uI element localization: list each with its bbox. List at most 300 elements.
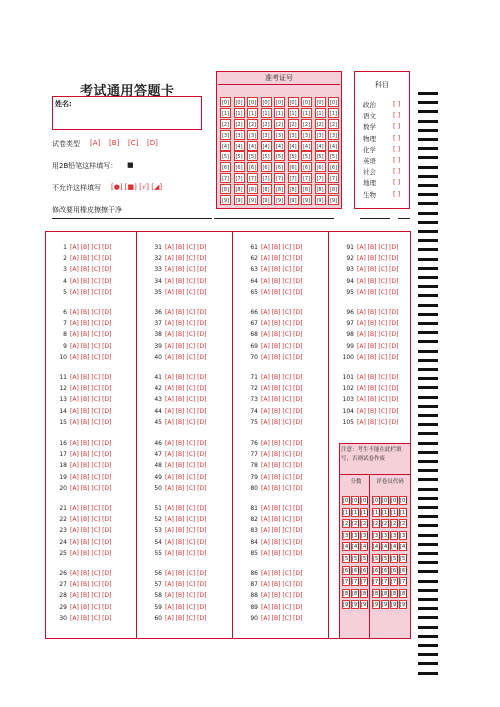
question-row[interactable] bbox=[149, 516, 206, 523]
score-bubble[interactable]: [7] bbox=[391, 579, 399, 586]
exam-digit-bubble[interactable]: [1] bbox=[288, 108, 299, 118]
question-row[interactable] bbox=[54, 419, 111, 426]
question-row[interactable] bbox=[149, 354, 206, 361]
question-row[interactable] bbox=[54, 451, 111, 458]
answer-options[interactable]: [A] [B] [C] [D] bbox=[70, 320, 112, 328]
answer-options[interactable]: [A] [B] [C] [D] bbox=[165, 266, 207, 274]
question-row[interactable] bbox=[245, 474, 302, 481]
score-bubble[interactable]: [1] bbox=[361, 509, 369, 516]
question-row[interactable] bbox=[149, 331, 206, 338]
answer-options[interactable]: [A] [B] [C] [D] bbox=[165, 516, 207, 524]
question-row[interactable] bbox=[54, 485, 111, 492]
question-row[interactable] bbox=[245, 505, 302, 512]
subject-bubble[interactable]: [ ] bbox=[393, 167, 401, 176]
score-bubble[interactable]: [8] bbox=[352, 590, 360, 597]
exam-digit-bubble[interactable]: [4] bbox=[234, 141, 245, 151]
exam-digit-bubble[interactable]: [5] bbox=[261, 151, 272, 161]
question-row[interactable] bbox=[149, 592, 206, 599]
exam-digit-bubble[interactable]: [5] bbox=[288, 151, 299, 161]
answer-options[interactable]: [A] [B] [C] [D] bbox=[70, 374, 112, 381]
answer-options[interactable]: [A] [B] [C] [D] bbox=[261, 309, 303, 316]
question-row[interactable] bbox=[54, 331, 111, 338]
answer-options[interactable]: [A] [B] [C] [D] bbox=[357, 418, 399, 426]
score-bubble[interactable]: [8] bbox=[382, 590, 390, 597]
score-bubble[interactable]: [0] bbox=[382, 498, 390, 504]
question-row[interactable] bbox=[245, 278, 302, 285]
answer-options[interactable]: [A] [B] [C] [D] bbox=[357, 407, 399, 415]
answer-options[interactable]: [A] [B] [C] [D] bbox=[70, 244, 112, 251]
answer-options[interactable]: [A] [B] [C] [D] bbox=[261, 342, 303, 350]
exam-digit-bubble[interactable]: [4] bbox=[301, 141, 312, 151]
answer-options[interactable]: [A] [B] [C] [D] bbox=[165, 570, 207, 577]
question-row[interactable] bbox=[149, 309, 206, 316]
question-row[interactable] bbox=[341, 320, 398, 327]
score-bubble[interactable]: [8] bbox=[343, 590, 351, 597]
question-row[interactable] bbox=[149, 385, 206, 392]
exam-digit-bubble[interactable]: [2] bbox=[315, 119, 326, 129]
question-row[interactable] bbox=[245, 539, 302, 546]
score-bubble[interactable]: [7] bbox=[343, 579, 351, 586]
question-row[interactable] bbox=[245, 581, 302, 588]
paper-type-option[interactable]: [D] bbox=[147, 139, 158, 147]
answer-options[interactable]: [A] [B] [C] [D] bbox=[261, 484, 303, 492]
question-row[interactable] bbox=[245, 289, 302, 296]
exam-digit-bubble[interactable]: [5] bbox=[274, 151, 285, 161]
score-bubble[interactable]: [2] bbox=[343, 521, 351, 528]
score-bubble[interactable]: [5] bbox=[400, 556, 408, 562]
exam-digit-bubble[interactable]: [7] bbox=[234, 173, 245, 183]
question-row[interactable] bbox=[149, 408, 206, 415]
score-bubble[interactable]: [4] bbox=[352, 544, 360, 551]
score-bubble[interactable]: [6] bbox=[382, 567, 390, 574]
question-row[interactable] bbox=[245, 485, 302, 492]
subject-box[interactable] bbox=[354, 71, 410, 209]
exam-digit-bubble[interactable]: [6] bbox=[234, 162, 245, 172]
answer-options[interactable]: [A] [B] [C] [D] bbox=[70, 309, 112, 316]
answer-options[interactable]: [A] [B] [C] [D] bbox=[261, 527, 303, 535]
question-row[interactable] bbox=[341, 396, 398, 403]
score-bubble[interactable]: [8] bbox=[373, 590, 381, 597]
score-bubble[interactable]: [2] bbox=[373, 521, 381, 528]
exam-digit-bubble[interactable]: [2] bbox=[220, 119, 231, 129]
answer-options[interactable]: [A] [B] [C] [D] bbox=[357, 244, 399, 251]
question-row[interactable] bbox=[149, 539, 206, 546]
subject-row[interactable] bbox=[363, 111, 411, 120]
exam-digit-bubble[interactable]: [3] bbox=[274, 130, 285, 140]
score-bubble[interactable]: [4] bbox=[361, 544, 369, 551]
answer-options[interactable]: [A] [B] [C] [D] bbox=[261, 244, 303, 251]
answer-options[interactable]: [A] [B] [C] [D] bbox=[261, 473, 303, 481]
score-bubble[interactable]: [5] bbox=[373, 556, 381, 562]
exam-digit-bubble[interactable]: [1] bbox=[261, 108, 272, 118]
answer-options[interactable]: [A] [B] [C] [D] bbox=[70, 592, 112, 600]
question-row[interactable] bbox=[149, 278, 206, 285]
answer-options[interactable]: [A] [B] [C] [D] bbox=[357, 320, 399, 328]
question-row[interactable] bbox=[149, 581, 206, 588]
question-row[interactable] bbox=[54, 278, 111, 285]
exam-digit-bubble[interactable]: [1] bbox=[234, 108, 245, 118]
question-row[interactable] bbox=[54, 320, 111, 327]
exam-digit-bubble[interactable]: [8] bbox=[315, 184, 326, 194]
score-bubble[interactable]: [6] bbox=[400, 567, 408, 574]
question-row[interactable] bbox=[245, 419, 302, 426]
question-row[interactable] bbox=[149, 451, 206, 458]
exam-digit-bubble[interactable]: [7] bbox=[301, 173, 312, 183]
exam-digit-bubble[interactable]: [5] bbox=[247, 151, 258, 161]
exam-digit-bubble[interactable]: [8] bbox=[247, 184, 258, 194]
exam-digit-bubble[interactable]: [6] bbox=[288, 162, 299, 172]
answer-options[interactable]: [A] [B] [C] [D] bbox=[261, 505, 303, 512]
exam-digit-bubble[interactable]: [3] bbox=[288, 130, 299, 140]
answer-options[interactable]: [A] [B] [C] [D] bbox=[357, 353, 399, 361]
answer-options[interactable]: [A] [B] [C] [D] bbox=[261, 462, 303, 470]
answer-options[interactable]: [A] [B] [C] [D] bbox=[70, 255, 112, 263]
exam-digit-bubble[interactable]: [7] bbox=[315, 173, 326, 183]
exam-number-grid[interactable] bbox=[216, 71, 342, 209]
question-row[interactable] bbox=[54, 255, 111, 262]
exam-digit-bubble[interactable]: [5] bbox=[220, 151, 231, 161]
answer-options[interactable]: [A] [B] [C] [D] bbox=[357, 255, 399, 263]
answer-options[interactable]: [A] [B] [C] [D] bbox=[70, 538, 112, 546]
exam-digit-bubble[interactable]: [2] bbox=[301, 119, 312, 129]
answer-options[interactable]: [A] [B] [C] [D] bbox=[165, 277, 207, 285]
answer-options[interactable]: [A] [B] [C] [D] bbox=[70, 516, 112, 524]
exam-digit-bubble[interactable]: [0] bbox=[261, 97, 272, 107]
paper-type-option[interactable]: [A] bbox=[90, 139, 101, 147]
question-row[interactable] bbox=[149, 570, 206, 577]
question-row[interactable] bbox=[149, 474, 206, 481]
exam-digit-bubble[interactable]: [9] bbox=[274, 195, 285, 205]
question-row[interactable] bbox=[341, 244, 398, 251]
exam-digit-bubble[interactable]: [5] bbox=[315, 151, 326, 161]
score-bubble[interactable]: [6] bbox=[361, 567, 369, 574]
exam-digit-bubble[interactable]: [7] bbox=[220, 173, 231, 183]
answer-options[interactable]: [A] [B] [C] [D] bbox=[70, 549, 112, 557]
score-bubble[interactable]: [6] bbox=[391, 567, 399, 574]
question-row[interactable] bbox=[54, 396, 111, 403]
question-row[interactable] bbox=[54, 354, 111, 361]
score-bubble[interactable]: [0] bbox=[352, 498, 360, 504]
score-bubble[interactable]: [2] bbox=[352, 521, 360, 528]
question-row[interactable] bbox=[149, 396, 206, 403]
exam-digit-bubble[interactable]: [2] bbox=[234, 119, 245, 129]
question-row[interactable] bbox=[54, 516, 111, 523]
exam-digit-bubble[interactable]: [8] bbox=[288, 184, 299, 194]
question-row[interactable] bbox=[149, 320, 206, 327]
answer-options[interactable]: [A] [B] [C] [D] bbox=[70, 603, 112, 611]
subject-row[interactable] bbox=[363, 190, 411, 199]
exam-digit-bubble[interactable]: [6] bbox=[328, 162, 339, 172]
question-row[interactable] bbox=[54, 592, 111, 599]
question-row[interactable] bbox=[54, 570, 111, 577]
question-row[interactable] bbox=[54, 408, 111, 415]
answer-options[interactable]: [A] [B] [C] [D] bbox=[70, 570, 112, 577]
question-row[interactable] bbox=[54, 505, 111, 512]
exam-digit-bubble[interactable]: [5] bbox=[301, 151, 312, 161]
exam-digit-bubble[interactable]: [1] bbox=[220, 108, 231, 118]
score-bubble[interactable]: [5] bbox=[352, 556, 360, 562]
question-row[interactable] bbox=[341, 419, 398, 426]
question-row[interactable] bbox=[149, 419, 206, 426]
question-row[interactable] bbox=[54, 604, 111, 611]
exam-digit-bubble[interactable]: [8] bbox=[220, 184, 231, 194]
answer-options[interactable]: [A] [B] [C] [D] bbox=[261, 266, 303, 274]
exam-digit-bubble[interactable]: [4] bbox=[220, 141, 231, 151]
answer-options[interactable]: [A] [B] [C] [D] bbox=[165, 255, 207, 263]
question-row[interactable] bbox=[149, 604, 206, 611]
question-row[interactable] bbox=[245, 385, 302, 392]
exam-digit-bubble[interactable]: [6] bbox=[315, 162, 326, 172]
score-bubble[interactable]: [1] bbox=[343, 509, 351, 516]
answer-options[interactable]: [A] [B] [C] [D] bbox=[357, 277, 399, 285]
paper-type-option[interactable]: [B] bbox=[109, 139, 120, 147]
score-bubble[interactable]: [9] bbox=[391, 602, 399, 609]
score-bubble[interactable]: [6] bbox=[373, 567, 381, 574]
question-row[interactable] bbox=[149, 485, 206, 492]
score-bubble[interactable]: [3] bbox=[352, 532, 360, 539]
answer-options[interactable]: [A] [B] [C] [D] bbox=[165, 418, 207, 426]
question-row[interactable] bbox=[149, 527, 206, 534]
score-bubble[interactable]: [3] bbox=[343, 532, 351, 539]
answer-options[interactable]: [A] [B] [C] [D] bbox=[261, 277, 303, 285]
answer-options[interactable]: [A] [B] [C] [D] bbox=[70, 331, 112, 339]
answer-options[interactable]: [A] [B] [C] [D] bbox=[70, 396, 112, 404]
question-row[interactable] bbox=[149, 615, 206, 622]
score-bubble[interactable]: [3] bbox=[373, 532, 381, 539]
answer-options[interactable]: [A] [B] [C] [D] bbox=[261, 255, 303, 263]
exam-digit-bubble[interactable]: [3] bbox=[315, 130, 326, 140]
score-bubble[interactable]: [2] bbox=[400, 521, 408, 528]
score-bubble[interactable]: [2] bbox=[391, 521, 399, 528]
exam-digit-bubble[interactable]: [3] bbox=[301, 130, 312, 140]
answer-options[interactable]: [A] [B] [C] [D] bbox=[165, 374, 207, 381]
score-bubble[interactable]: [9] bbox=[361, 602, 369, 609]
question-row[interactable] bbox=[245, 408, 302, 415]
exam-digit-bubble[interactable]: [6] bbox=[274, 162, 285, 172]
question-row[interactable] bbox=[54, 244, 111, 251]
question-row[interactable] bbox=[245, 592, 302, 599]
answer-options[interactable]: [A] [B] [C] [D] bbox=[261, 288, 303, 296]
exam-digit-bubble[interactable]: [3] bbox=[234, 130, 245, 140]
score-bubble[interactable]: [3] bbox=[391, 532, 399, 539]
answer-options[interactable]: [A] [B] [C] [D] bbox=[165, 309, 207, 316]
answer-options[interactable]: [A] [B] [C] [D] bbox=[165, 244, 207, 251]
exam-digit-bubble[interactable]: [9] bbox=[234, 195, 245, 205]
exam-digit-bubble[interactable]: [4] bbox=[261, 141, 272, 151]
question-row[interactable] bbox=[149, 343, 206, 350]
exam-digit-bubble[interactable]: [8] bbox=[328, 184, 339, 194]
question-row[interactable] bbox=[245, 244, 302, 251]
exam-digit-bubble[interactable]: [2] bbox=[288, 119, 299, 129]
exam-digit-bubble[interactable]: [9] bbox=[315, 195, 326, 205]
subject-bubble[interactable]: [ ] bbox=[393, 156, 401, 164]
question-row[interactable] bbox=[54, 581, 111, 588]
exam-digit-bubble[interactable]: [8] bbox=[234, 184, 245, 194]
exam-digit-bubble[interactable]: [2] bbox=[247, 119, 258, 129]
answer-options[interactable]: [A] [B] [C] [D] bbox=[165, 462, 207, 470]
exam-digit-bubble[interactable]: [8] bbox=[261, 184, 272, 194]
score-bubble[interactable]: [4] bbox=[391, 544, 399, 551]
score-bubble[interactable]: [9] bbox=[352, 602, 360, 609]
score-bubble[interactable]: [2] bbox=[382, 521, 390, 528]
subject-row[interactable] bbox=[363, 134, 411, 143]
answer-options[interactable]: [A] [B] [C] [D] bbox=[165, 440, 207, 447]
question-row[interactable] bbox=[54, 615, 111, 622]
exam-digit-bubble[interactable]: [0] bbox=[315, 97, 326, 107]
exam-digit-bubble[interactable]: [0] bbox=[247, 97, 258, 107]
exam-digit-bubble[interactable]: [4] bbox=[247, 141, 258, 151]
answer-options[interactable]: [A] [B] [C] [D] bbox=[261, 614, 303, 622]
question-row[interactable] bbox=[341, 331, 398, 338]
question-row[interactable] bbox=[54, 474, 111, 481]
answer-options[interactable]: [A] [B] [C] [D] bbox=[165, 331, 207, 339]
score-bubble[interactable]: [9] bbox=[343, 602, 351, 609]
answer-options[interactable]: [A] [B] [C] [D] bbox=[70, 473, 112, 481]
question-row[interactable] bbox=[341, 309, 398, 316]
exam-digit-bubble[interactable]: [4] bbox=[315, 141, 326, 151]
subject-bubble[interactable]: [ ] bbox=[393, 178, 401, 187]
exam-digit-bubble[interactable]: [4] bbox=[288, 141, 299, 151]
subject-row[interactable] bbox=[363, 122, 411, 131]
answer-options[interactable]: [A] [B] [C] [D] bbox=[261, 570, 303, 577]
score-bubble[interactable]: [0] bbox=[373, 498, 381, 504]
exam-digit-bubble[interactable]: [0] bbox=[234, 97, 245, 107]
subject-row[interactable] bbox=[363, 100, 411, 109]
question-row[interactable] bbox=[341, 289, 398, 296]
score-bubble[interactable]: [5] bbox=[343, 556, 351, 562]
answer-options[interactable]: [A] [B] [C] [D] bbox=[70, 505, 112, 512]
score-bubble[interactable]: [8] bbox=[361, 590, 369, 597]
question-row[interactable] bbox=[149, 289, 206, 296]
question-row[interactable] bbox=[54, 550, 111, 557]
subject-bubble[interactable]: [ ] bbox=[393, 122, 401, 131]
exam-digit-bubble[interactable]: [9] bbox=[301, 195, 312, 205]
score-bubble[interactable]: [7] bbox=[373, 579, 381, 586]
question-row[interactable] bbox=[54, 343, 111, 350]
score-bubble[interactable]: [5] bbox=[382, 556, 390, 562]
score-bubble[interactable]: [4] bbox=[373, 544, 381, 551]
question-row[interactable] bbox=[341, 354, 398, 361]
exam-digit-bubble[interactable]: [7] bbox=[274, 173, 285, 183]
question-row[interactable] bbox=[245, 615, 302, 622]
answer-options[interactable]: [A] [B] [C] [D] bbox=[165, 451, 207, 459]
answer-options[interactable]: [A] [B] [C] [D] bbox=[165, 473, 207, 481]
question-row[interactable] bbox=[149, 440, 206, 447]
answer-options[interactable]: [A] [B] [C] [D] bbox=[261, 451, 303, 459]
subject-row[interactable] bbox=[363, 145, 411, 154]
exam-digit-bubble[interactable]: [1] bbox=[301, 108, 312, 118]
answer-options[interactable]: [A] [B] [C] [D] bbox=[70, 527, 112, 535]
score-bubble[interactable]: [9] bbox=[382, 602, 390, 609]
question-row[interactable] bbox=[245, 451, 302, 458]
exam-digit-bubble[interactable]: [1] bbox=[247, 108, 258, 118]
exam-digit-bubble[interactable]: [7] bbox=[288, 173, 299, 183]
score-bubble[interactable]: [9] bbox=[373, 602, 381, 609]
question-row[interactable] bbox=[245, 255, 302, 262]
answer-options[interactable]: [A] [B] [C] [D] bbox=[261, 407, 303, 415]
exam-digit-bubble[interactable]: [7] bbox=[261, 173, 272, 183]
subject-row[interactable] bbox=[363, 156, 411, 165]
answer-options[interactable]: [A] [B] [C] [D] bbox=[165, 484, 207, 492]
answer-options[interactable]: [A] [B] [C] [D] bbox=[165, 538, 207, 546]
subject-row[interactable] bbox=[363, 178, 411, 187]
answer-options[interactable]: [A] [B] [C] [D] bbox=[357, 309, 399, 316]
answer-options[interactable]: [A] [B] [C] [D] bbox=[70, 418, 112, 426]
question-row[interactable] bbox=[54, 309, 111, 316]
question-row[interactable] bbox=[54, 289, 111, 296]
answer-options[interactable]: [A] [B] [C] [D] bbox=[357, 288, 399, 296]
exam-digit-bubble[interactable]: [2] bbox=[261, 119, 272, 129]
answer-options[interactable]: [A] [B] [C] [D] bbox=[165, 592, 207, 600]
score-bubble[interactable]: [0] bbox=[391, 498, 399, 504]
exam-digit-bubble[interactable]: [6] bbox=[301, 162, 312, 172]
question-row[interactable] bbox=[54, 527, 111, 534]
answer-options[interactable]: [A] [B] [C] [D] bbox=[261, 603, 303, 611]
answer-options[interactable]: [A] [B] [C] [D] bbox=[70, 440, 112, 447]
answer-options[interactable]: [A] [B] [C] [D] bbox=[70, 277, 112, 285]
score-bubble[interactable]: [0] bbox=[361, 498, 369, 504]
score-bubble[interactable]: [7] bbox=[400, 579, 408, 586]
score-bubble[interactable]: [0] bbox=[400, 498, 408, 504]
exam-digit-bubble[interactable]: [5] bbox=[328, 151, 339, 161]
score-bubble[interactable]: [0] bbox=[343, 498, 351, 504]
answer-options[interactable]: [A] [B] [C] [D] bbox=[261, 549, 303, 557]
answer-options[interactable]: [A] [B] [C] [D] bbox=[261, 581, 303, 589]
question-row[interactable] bbox=[245, 266, 302, 273]
question-row[interactable] bbox=[149, 550, 206, 557]
answer-options[interactable]: [A] [B] [C] [D] bbox=[357, 374, 399, 381]
answer-options[interactable]: [A] [B] [C] [D] bbox=[70, 462, 112, 470]
subject-bubble[interactable]: [ ] bbox=[393, 189, 401, 198]
answer-options[interactable]: [A] [B] [C] [D] bbox=[165, 385, 207, 393]
question-row[interactable] bbox=[245, 516, 302, 523]
answer-options[interactable]: [A] [B] [C] [D] bbox=[70, 484, 112, 492]
exam-digit-bubble[interactable]: [3] bbox=[247, 130, 258, 140]
score-bubble[interactable]: [8] bbox=[400, 590, 408, 597]
answer-options[interactable]: [A] [B] [C] [D] bbox=[165, 603, 207, 611]
question-row[interactable] bbox=[245, 343, 302, 350]
score-bubble[interactable]: [4] bbox=[382, 544, 390, 551]
exam-digit-bubble[interactable]: [3] bbox=[220, 130, 231, 140]
question-row[interactable] bbox=[149, 374, 206, 381]
paper-type-option[interactable]: [C] bbox=[128, 139, 139, 147]
answer-options[interactable]: [A] [B] [C] [D] bbox=[165, 614, 207, 622]
question-row[interactable] bbox=[341, 255, 398, 262]
score-bubble[interactable]: [6] bbox=[343, 567, 351, 574]
answer-options[interactable]: [A] [B] [C] [D] bbox=[261, 418, 303, 426]
question-row[interactable] bbox=[149, 462, 206, 469]
answer-options[interactable]: [A] [B] [C] [D] bbox=[165, 549, 207, 557]
answer-options[interactable]: [A] [B] [C] [D] bbox=[70, 266, 112, 274]
answer-options[interactable]: [A] [B] [C] [D] bbox=[261, 396, 303, 404]
answer-options[interactable]: [A] [B] [C] [D] bbox=[165, 353, 207, 361]
exam-digit-bubble[interactable]: [8] bbox=[274, 184, 285, 194]
answer-options[interactable]: [A] [B] [C] [D] bbox=[261, 374, 303, 381]
answer-options[interactable]: [A] [B] [C] [D] bbox=[165, 527, 207, 535]
answer-options[interactable]: [A] [B] [C] [D] bbox=[357, 385, 399, 393]
question-row[interactable] bbox=[341, 374, 398, 381]
question-row[interactable] bbox=[341, 385, 398, 392]
answer-options[interactable]: [A] [B] [C] [D] bbox=[70, 451, 112, 459]
exam-digit-bubble[interactable]: [8] bbox=[301, 184, 312, 194]
answer-options[interactable]: [A] [B] [C] [D] bbox=[261, 353, 303, 361]
exam-digit-bubble[interactable]: [0] bbox=[288, 97, 299, 107]
score-bubble[interactable]: [7] bbox=[361, 579, 369, 586]
subject-row[interactable] bbox=[363, 167, 411, 176]
answer-options[interactable]: [A] [B] [C] [D] bbox=[261, 440, 303, 447]
answer-options[interactable]: [A] [B] [C] [D] bbox=[165, 288, 207, 296]
score-bubble[interactable]: [4] bbox=[400, 544, 408, 551]
